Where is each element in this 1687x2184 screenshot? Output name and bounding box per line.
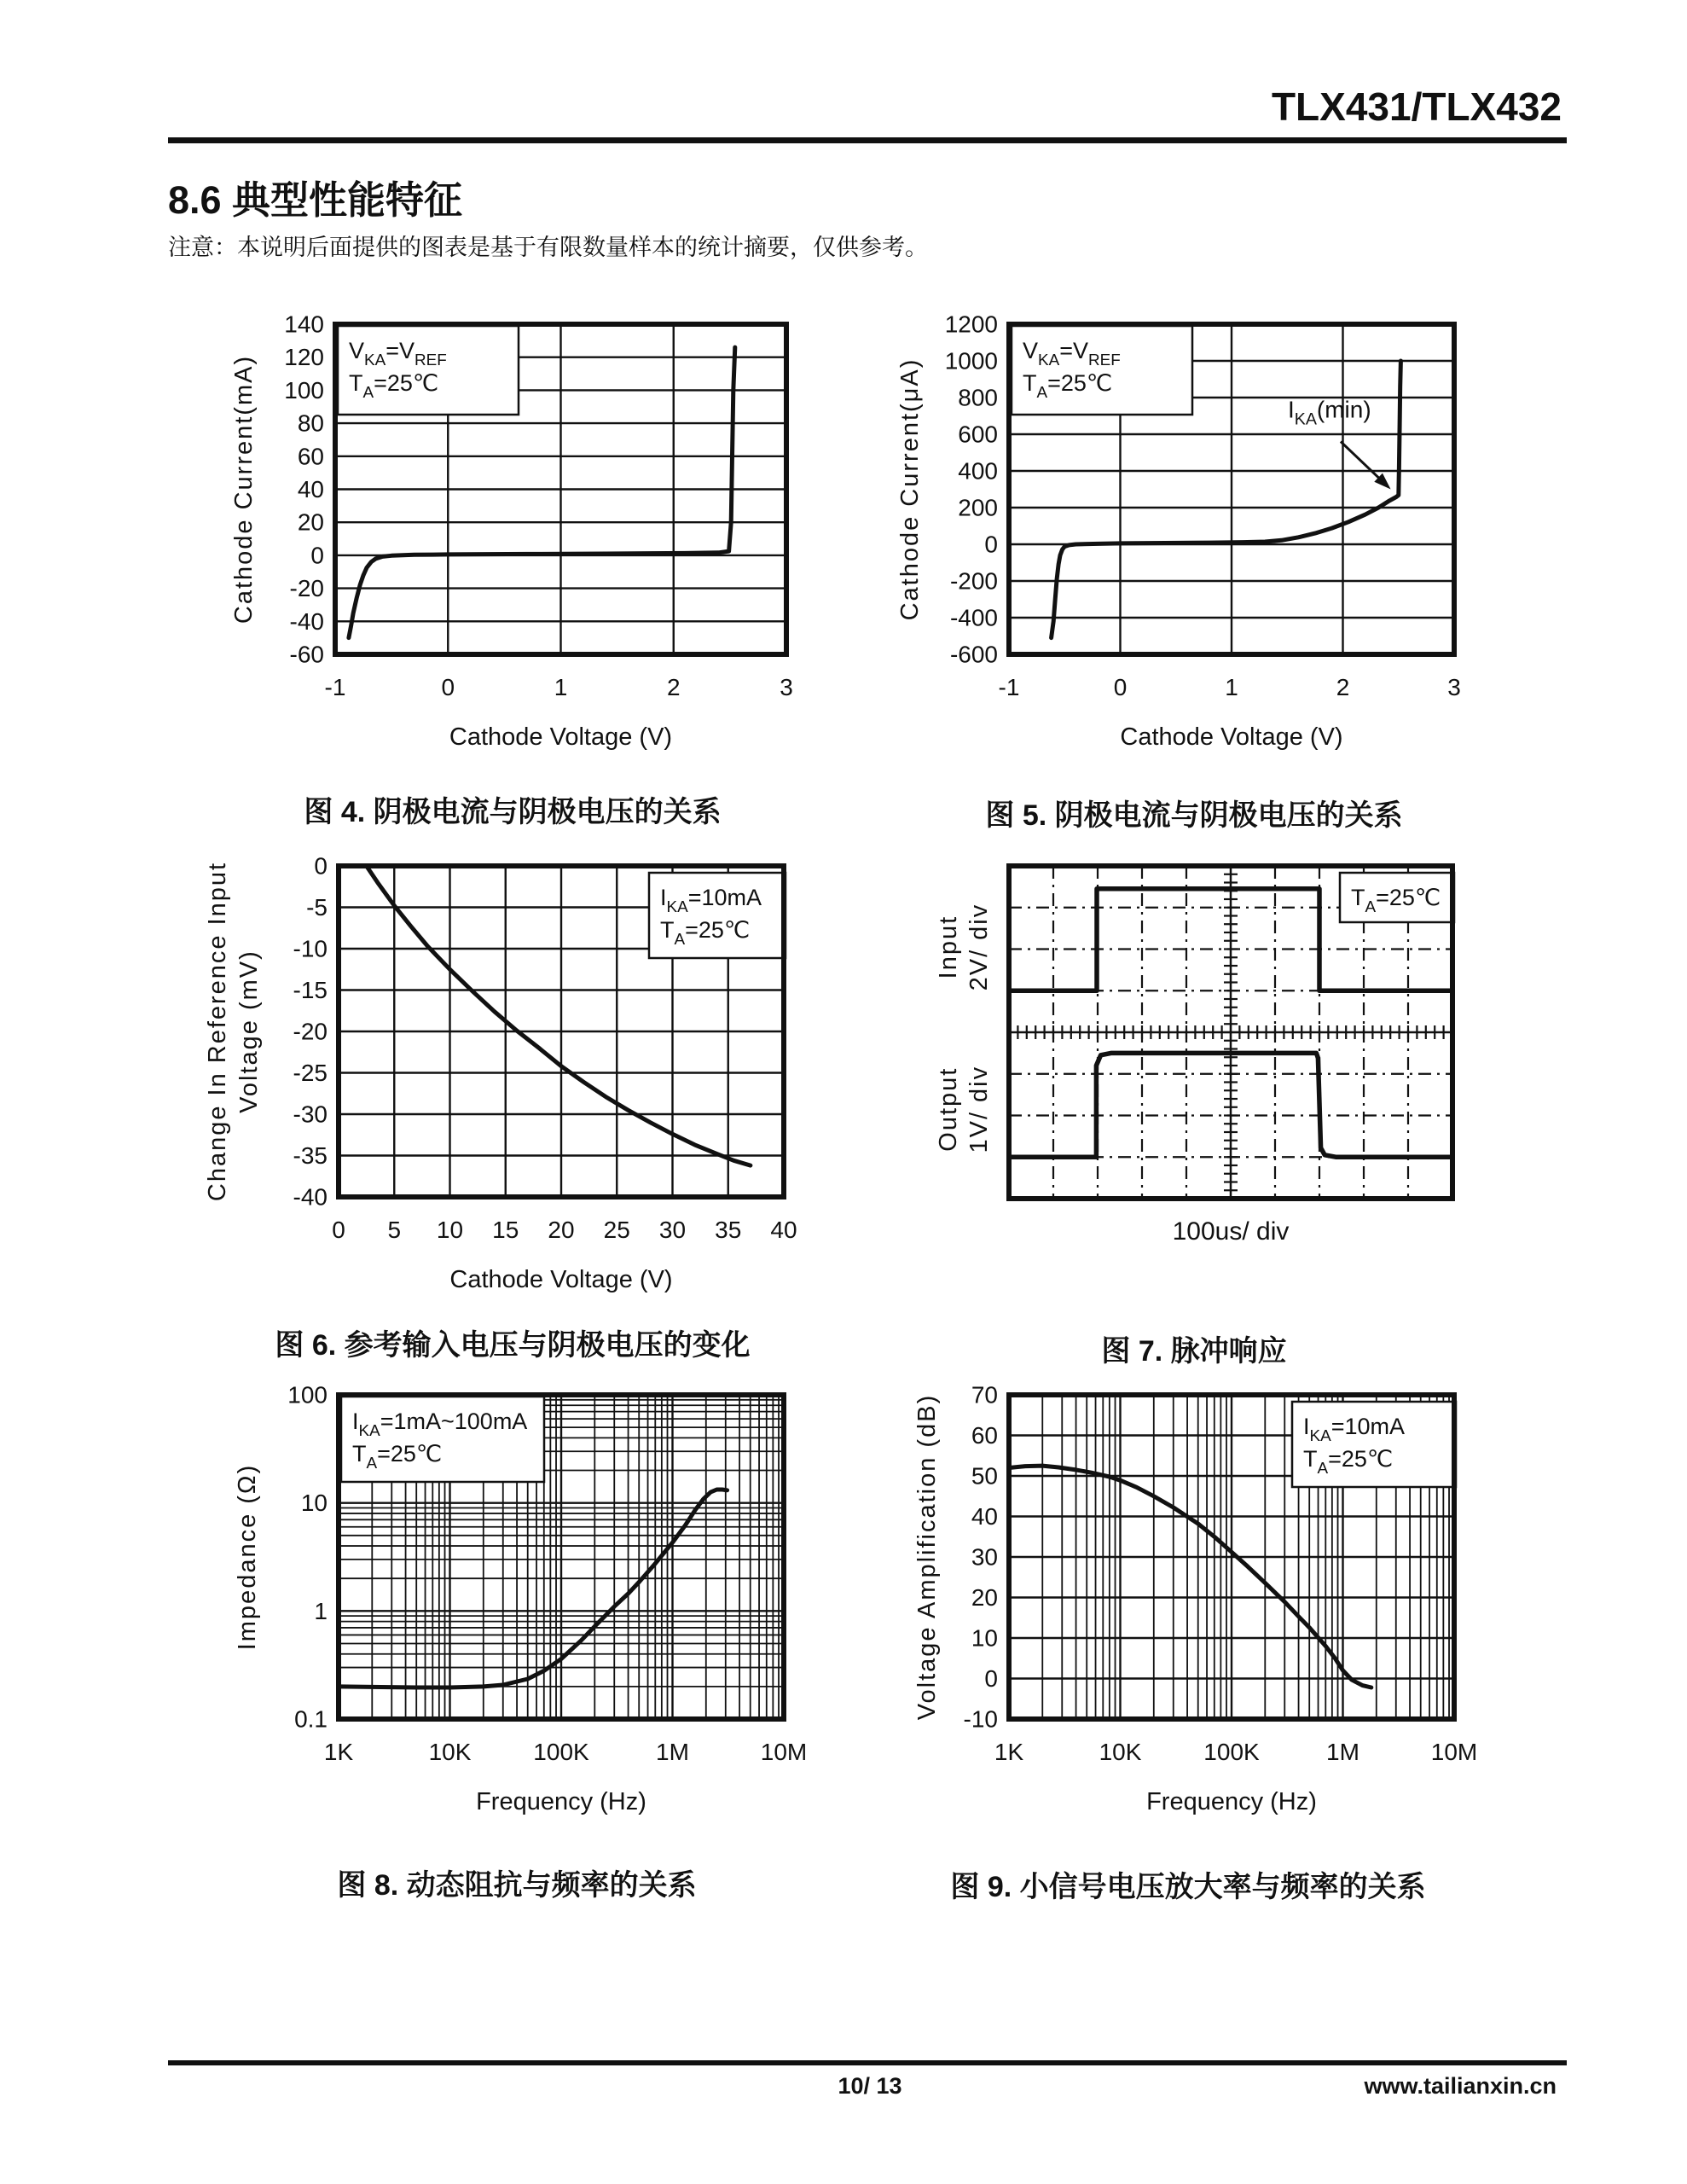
svg-text:IKA=10mA: $I_{KA}=10mA$ bbox=[660, 885, 762, 916]
svg-text:0: 0 bbox=[310, 542, 324, 569]
svg-text:120: 120 bbox=[284, 344, 324, 371]
svg-text:Cathode Voltage (V): Cathode Voltage (V) bbox=[449, 723, 673, 751]
svg-text:-35: -35 bbox=[293, 1142, 328, 1169]
svg-text:1M: 1M bbox=[1326, 1739, 1359, 1765]
svg-text:10: 10 bbox=[971, 1624, 998, 1652]
svg-text:20: 20 bbox=[297, 508, 324, 536]
svg-text:5: 5 bbox=[387, 1217, 402, 1243]
svg-text:Frequency (Hz): Frequency (Hz) bbox=[476, 1788, 646, 1815]
figure-9-caption: 图 9. 小信号电压放大率与频率的关系 bbox=[950, 1871, 1426, 1903]
figure-5-chart bbox=[896, 311, 1461, 752]
svg-text:Voltage (mV): Voltage (mV) bbox=[235, 950, 263, 1113]
svg-text:400: 400 bbox=[958, 457, 998, 485]
svg-text:100K: 100K bbox=[1203, 1739, 1260, 1765]
section-title: 8.6 典型性能特征 bbox=[168, 178, 463, 222]
svg-text:40: 40 bbox=[971, 1503, 998, 1530]
header-part-number: TLX431/TLX432 bbox=[1271, 84, 1562, 129]
svg-text:0: 0 bbox=[984, 1665, 998, 1692]
figure-8-chart bbox=[234, 1382, 807, 1816]
svg-text:Impedance (Ω): Impedance (Ω) bbox=[234, 1463, 261, 1651]
svg-text:1K: 1K bbox=[323, 1739, 354, 1765]
figure-7-chart bbox=[935, 866, 1454, 1246]
svg-text:Output: Output bbox=[935, 1066, 962, 1152]
svg-text:100K: 100K bbox=[533, 1739, 589, 1765]
footer-page-number: 10/ 13 bbox=[838, 2073, 902, 2099]
svg-text:-20: -20 bbox=[293, 1018, 328, 1045]
svg-text:-20: -20 bbox=[289, 575, 324, 602]
svg-text:TA=25℃: $T_A=25℃$ bbox=[349, 370, 439, 402]
figure-4-chart bbox=[230, 311, 793, 752]
svg-text:25: 25 bbox=[603, 1217, 630, 1243]
svg-text:10K: 10K bbox=[428, 1739, 472, 1765]
svg-text:15: 15 bbox=[492, 1217, 519, 1243]
svg-text:IKA=1mA~100mA: $I_{KA}=1mA\sim 100mA$ bbox=[352, 1409, 528, 1440]
svg-text:20: 20 bbox=[548, 1217, 575, 1243]
svg-text:10: 10 bbox=[300, 1490, 328, 1517]
svg-text:2: 2 bbox=[1336, 674, 1350, 700]
svg-text:-25: -25 bbox=[293, 1060, 328, 1086]
svg-text:-15: -15 bbox=[293, 977, 328, 1003]
svg-text:3: 3 bbox=[1447, 674, 1461, 700]
svg-text:70: 70 bbox=[971, 1381, 998, 1409]
svg-text:Cathode Voltage (V): Cathode Voltage (V) bbox=[449, 1266, 673, 1293]
footer-website: www.tailianxin.cn bbox=[1364, 2073, 1557, 2099]
svg-text:-400: -400 bbox=[949, 604, 998, 631]
svg-text:140: 140 bbox=[284, 311, 324, 338]
svg-text:50: 50 bbox=[971, 1462, 998, 1490]
svg-text:1: 1 bbox=[554, 674, 568, 700]
svg-text:30: 30 bbox=[658, 1217, 687, 1243]
svg-text:Input: Input bbox=[935, 915, 962, 979]
figure-9-chart bbox=[913, 1382, 1477, 1816]
svg-text:Cathode Voltage (V): Cathode Voltage (V) bbox=[1120, 723, 1343, 751]
figure-5-caption: 图 5. 阴极电流与阴极电压的关系 bbox=[985, 799, 1403, 832]
svg-text:40: 40 bbox=[297, 476, 324, 502]
svg-text:Cathode Current(μA): Cathode Current(μA) bbox=[896, 357, 924, 621]
section-note: 注意：本说明后面提供的图表是基于有限数量样本的统计摘要，仅供参考。 bbox=[168, 235, 928, 260]
svg-text:VKA=VREF: $V_{KA}=V_{REF}$ bbox=[1023, 338, 1121, 369]
svg-text:IKA(min): $I_{KA}(\min)$ bbox=[1287, 396, 1371, 429]
svg-text:TA=25℃: $T_A=25℃$ bbox=[660, 917, 751, 949]
svg-text:800: 800 bbox=[958, 384, 998, 411]
svg-text:IKA=10mA: $I_{KA}=10mA$ bbox=[1303, 1414, 1406, 1445]
svg-text:10K: 10K bbox=[1099, 1739, 1142, 1765]
svg-text:600: 600 bbox=[958, 421, 998, 448]
svg-text:Change In Reference Input: Change In Reference Input bbox=[204, 861, 231, 1202]
svg-text:-1: -1 bbox=[324, 674, 346, 700]
svg-text:Frequency (Hz): Frequency (Hz) bbox=[1146, 1788, 1317, 1815]
svg-text:1V/ div: 1V/ div bbox=[965, 1065, 993, 1153]
svg-text:20: 20 bbox=[971, 1584, 998, 1611]
svg-text:2V/ div: 2V/ div bbox=[965, 903, 993, 991]
svg-text:-40: -40 bbox=[293, 1183, 328, 1211]
svg-text:10: 10 bbox=[436, 1217, 464, 1243]
svg-text:-40: -40 bbox=[289, 607, 324, 635]
svg-text:-60: -60 bbox=[289, 641, 324, 668]
svg-text:VKA=VREF: $V_{KA}=V_{REF}$ bbox=[349, 338, 447, 369]
svg-text:1: 1 bbox=[1225, 674, 1238, 700]
svg-text:1000: 1000 bbox=[944, 347, 998, 375]
figure-4-caption: 图 4. 阴极电流与阴极电压的关系 bbox=[304, 796, 722, 828]
svg-text:-10: -10 bbox=[293, 935, 328, 962]
svg-text:-5: -5 bbox=[306, 894, 328, 921]
svg-text:0: 0 bbox=[314, 852, 328, 880]
svg-text:0: 0 bbox=[332, 1217, 345, 1243]
svg-text:0: 0 bbox=[441, 674, 455, 700]
footer-rule bbox=[168, 2060, 1567, 2065]
svg-text:1M: 1M bbox=[656, 1739, 689, 1765]
svg-text:1200: 1200 bbox=[944, 311, 998, 338]
svg-text:100: 100 bbox=[284, 376, 324, 404]
svg-text:100: 100 bbox=[287, 1381, 328, 1409]
svg-text:0: 0 bbox=[1113, 674, 1128, 700]
svg-text:1K: 1K bbox=[994, 1739, 1024, 1765]
svg-text:Voltage Amplification (dB): Voltage Amplification (dB) bbox=[913, 1393, 941, 1721]
svg-text:200: 200 bbox=[958, 494, 998, 521]
svg-text:TA=25℃: $T_A=25℃$ bbox=[1023, 370, 1113, 402]
svg-text:TA=25℃: $T_A=25℃$ bbox=[352, 1441, 443, 1472]
svg-text:10M: 10M bbox=[1430, 1739, 1478, 1765]
figure-8-caption: 图 8. 动态阻抗与频率的关系 bbox=[337, 1869, 697, 1902]
svg-text:60: 60 bbox=[297, 443, 324, 470]
svg-text:0: 0 bbox=[984, 531, 998, 558]
svg-text:TA=25℃: $T_A=25℃$ bbox=[1351, 885, 1441, 916]
svg-text:-1: -1 bbox=[998, 674, 1020, 700]
svg-text:-600: -600 bbox=[949, 641, 998, 668]
svg-text:35: 35 bbox=[715, 1217, 742, 1243]
figure-6-chart bbox=[204, 853, 797, 1294]
svg-text:-30: -30 bbox=[293, 1101, 328, 1128]
svg-text:0.1: 0.1 bbox=[294, 1705, 328, 1733]
svg-text:Cathode Current(mA): Cathode Current(mA) bbox=[230, 354, 258, 624]
svg-text:30: 30 bbox=[971, 1543, 998, 1571]
figure-6-caption: 图 6. 参考输入电压与阴极电压的变化 bbox=[275, 1329, 751, 1362]
svg-text:60: 60 bbox=[971, 1422, 998, 1449]
svg-text:10M: 10M bbox=[760, 1739, 808, 1765]
svg-text:-10: -10 bbox=[963, 1705, 998, 1733]
svg-text:TA=25℃: $T_A=25℃$ bbox=[1303, 1446, 1394, 1478]
svg-text:80: 80 bbox=[297, 410, 324, 437]
figure-7-caption: 图 7. 脉冲响应 bbox=[1101, 1335, 1287, 1368]
svg-text:1: 1 bbox=[314, 1597, 328, 1624]
svg-text:3: 3 bbox=[780, 674, 793, 700]
svg-text:40: 40 bbox=[770, 1217, 797, 1243]
svg-text:2: 2 bbox=[666, 674, 681, 700]
svg-text:100us/ div: 100us/ div bbox=[1172, 1217, 1290, 1246]
svg-text:-200: -200 bbox=[949, 567, 998, 595]
